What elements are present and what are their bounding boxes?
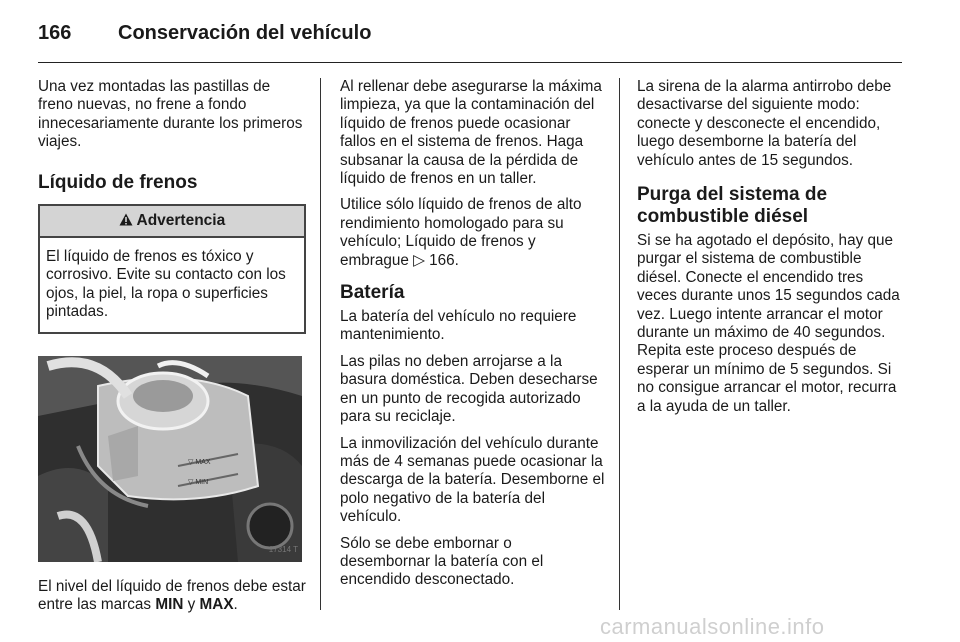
column-2: [340, 78, 606, 598]
diesel-purge-heading: [637, 184, 905, 228]
battery-disposal-paragraph: Las pilas no deben arrojarse a la basura doméstica. Deben desecharse en un punto de recogida autorizado para su reciclaje.: [340, 352, 598, 426]
battery-ignition-paragraph: Sólo se debe embornar o desembornar la batería con el encendido desconectado.: [340, 534, 544, 589]
battery-maintenance-paragraph: La batería del vehículo no requiere mantenimiento.: [340, 308, 577, 344]
page-number: 166: [38, 22, 72, 44]
battery-heading: Batería: [340, 282, 405, 304]
warning-box: [38, 204, 306, 334]
warning-triangle-icon: [119, 212, 137, 229]
column-1: [38, 78, 306, 622]
svg-text:▽ MAX: ▽ MAX: [188, 458, 211, 466]
column-3: [637, 78, 905, 424]
watermark: carmanualsonline.info: [600, 614, 825, 639]
brake-fluid-reservoir-image: [38, 356, 302, 562]
page-ref-arrow-icon[interactable]: ▷: [413, 251, 425, 269]
image-code: 17314 T: [268, 545, 298, 555]
caption-conjunction: y: [183, 596, 200, 614]
min-mark: MIN: [155, 596, 184, 614]
caption-text: El nivel del líquido de frenos debe estar entre las marcas: [38, 577, 306, 614]
svg-text:▽ MIN: ▽ MIN: [188, 478, 209, 486]
page-ref-link[interactable]: 166.: [429, 251, 459, 269]
diesel-purge-heading-line2: combustible diésel: [637, 206, 809, 228]
warning-body: El líquido de frenos es tóxico y corrosivo. Evite su contacto con los ojos, la piel, la ropa o superficies pintadas.: [46, 248, 286, 321]
max-mark: MAX: [199, 596, 234, 614]
refill-paragraph: Al rellenar debe asegurarse la máxima limpieza, ya que la contaminación del líquido de frenos puede ocasionar fallos en el sistema de frenos. Haga subsanar la causa de la pérdida de líquido de frenos en un taller.: [340, 78, 602, 188]
page-title: Conservación del vehículo: [118, 22, 372, 44]
brake-fluid-level-caption: [38, 578, 306, 615]
warning-header: [40, 206, 304, 238]
fluid-spec-text: Utilice sólo líquido de frenos de alto rendimiento homologado para su vehículo; Líquido de frenos y embrague: [340, 196, 582, 269]
brake-fluid-heading: Líquido de frenos: [38, 171, 198, 193]
warning-title: Advertencia: [136, 211, 226, 229]
header-rule: [38, 62, 902, 63]
diesel-purge-heading-line1: Purga del sistema de: [637, 184, 828, 206]
alarm-siren-paragraph: La sirena de la alarma antirrobo debe desactivarse del siguiente modo: conecte y desconecte el encendido, luego desemborne la batería del vehículo antes de 15 segundos.: [637, 78, 892, 169]
brake-pads-paragraph: Una vez montadas las pastillas de freno nuevas, no frene a fondo innecesariamente durante los primeros viajes.: [38, 78, 303, 151]
column-divider-1: [320, 78, 321, 610]
diesel-purge-paragraph: Si se ha agotado el depósito, hay que purgar el sistema de combustible diésel. Conecte el encendido tres veces durante unos 15 segundos cada vez. Luego intente arrancar el motor durante un máximo de 40 segundos. Repita este proceso después de esperar un mínimo de 5 segundos. Si no consigue arrancar el motor, recurra a la ayuda de un taller.: [637, 232, 900, 415]
fluid-spec-paragraph: [340, 196, 606, 270]
caption-end: .: [233, 596, 238, 614]
column-divider-2: [619, 78, 620, 610]
page-header: [38, 22, 371, 45]
battery-discharge-paragraph: La inmovilización del vehículo durante más de 4 semanas puede ocasionar la descarga de la batería. Desemborne el polo negativo de la batería del vehículo.: [340, 434, 605, 526]
